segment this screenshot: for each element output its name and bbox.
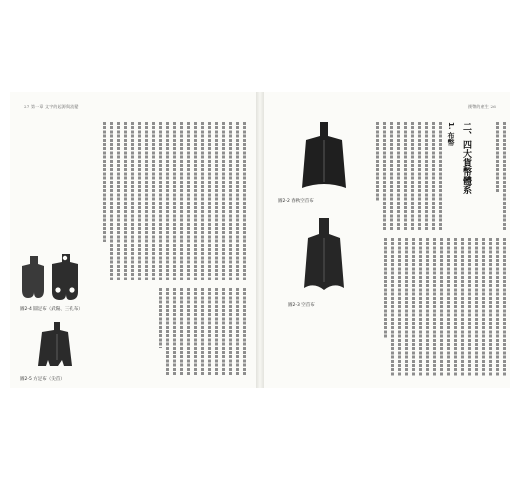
right-page-continuation-text xyxy=(494,122,506,232)
right-running-header: 錢幣的產生 26 xyxy=(468,104,496,109)
left-running-header: 27 第一章 文字的起源與流變 xyxy=(24,104,79,109)
round-foot-coin-image xyxy=(20,252,90,304)
figure-hollow-head-spade xyxy=(272,216,376,316)
section-title: 二、四大貨幣體系 xyxy=(461,122,471,194)
figure-2-4-caption: 圖2-4 圓足布（武陽、三孔布） xyxy=(20,307,83,312)
book-gutter xyxy=(256,92,264,388)
figure-2-2-caption: 圖2-2 春秋空首布 xyxy=(278,199,314,204)
figure-2-5-caption: 圖2-5 方足布（尖首） xyxy=(20,377,65,382)
right-page-intro-text xyxy=(376,122,442,232)
book-spread xyxy=(10,92,510,388)
left-page xyxy=(10,92,257,388)
square-foot-coin-image xyxy=(20,320,90,374)
subsection-title: 1. 布幣 xyxy=(447,122,455,146)
figure-round-foot-coins xyxy=(20,252,90,312)
left-page-lower-text xyxy=(96,288,246,378)
right-page xyxy=(264,92,510,388)
hollow-head-spade-image xyxy=(272,120,376,194)
figure-square-foot-coin xyxy=(20,320,90,384)
left-page-body-text xyxy=(96,122,246,282)
right-page-body-text xyxy=(376,238,506,378)
hollow-head-spade-image-2 xyxy=(272,216,376,298)
figure-spring-autumn-hollow-head-spade xyxy=(272,120,376,210)
figure-2-3-caption: 圖2-3 空首布 xyxy=(288,303,315,308)
